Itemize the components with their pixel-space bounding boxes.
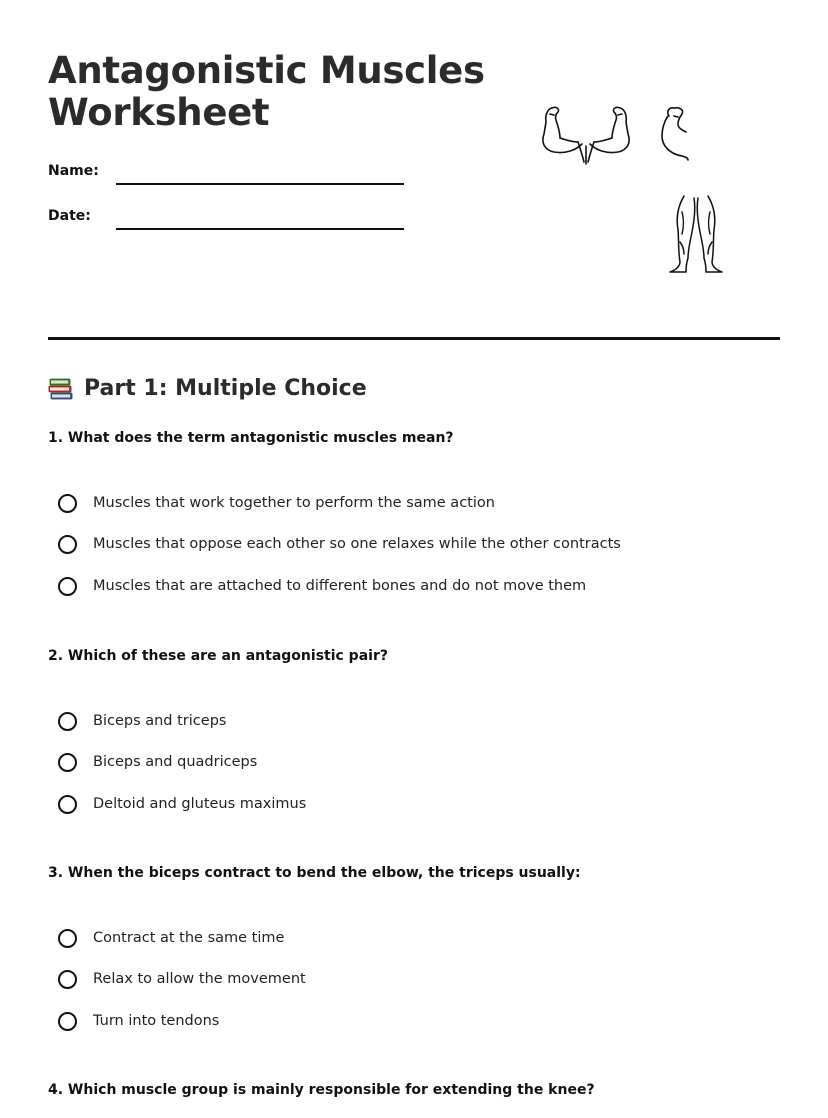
option-label: Relax to allow the movement (93, 971, 306, 987)
name-field (48, 155, 408, 185)
q2-option-1[interactable] (58, 709, 226, 733)
radio-button[interactable] (58, 494, 77, 513)
title-line-2: Worksheet (48, 91, 270, 134)
flexed-arm-icon (656, 104, 692, 162)
books-icon (48, 377, 74, 401)
radio-button[interactable] (58, 577, 77, 596)
option-label: Contract at the same time (93, 930, 285, 946)
radio-button[interactable] (58, 970, 77, 989)
option-label: Biceps and quadriceps (93, 754, 258, 770)
date-input-line[interactable] (116, 228, 404, 230)
date-field (48, 200, 408, 230)
q2-option-2[interactable] (58, 750, 257, 774)
radio-button[interactable] (58, 929, 77, 948)
q1-option-1[interactable] (58, 491, 495, 515)
option-label: Muscles that oppose each other so one relaxes while the other contracts (93, 536, 621, 552)
question-1: 1. What does the term antagonistic muscles mean? (48, 430, 454, 446)
option-label: Biceps and triceps (93, 713, 227, 729)
question-4: 4. Which muscle group is mainly responsible for extending the knee? (48, 1082, 595, 1098)
option-label: Turn into tendons (93, 1013, 220, 1029)
radio-button[interactable] (58, 712, 77, 731)
q2-option-3[interactable] (58, 792, 306, 816)
question-2: 2. Which of these are an antagonistic pair? (48, 648, 388, 664)
q3-option-2[interactable] (58, 967, 306, 991)
name-label: Name: (48, 163, 99, 179)
date-label: Date: (48, 208, 91, 224)
worksheet-title (48, 50, 518, 134)
option-label: Muscles that work together to perform the same action (93, 495, 495, 511)
title-line-1: Antagonistic Muscles (48, 49, 485, 92)
option-label: Muscles that are attached to different bones and do not move them (93, 578, 587, 594)
section-divider (48, 337, 780, 340)
radio-button[interactable] (58, 1012, 77, 1031)
part1-heading (48, 374, 367, 404)
option-label: Deltoid and gluteus maximus (93, 796, 307, 812)
question-3: 3. When the biceps contract to bend the elbow, the triceps usually: (48, 865, 581, 881)
q1-option-2[interactable] (58, 532, 621, 556)
name-input-line[interactable] (116, 183, 404, 185)
q3-option-3[interactable] (58, 1009, 219, 1033)
q3-option-1[interactable] (58, 926, 284, 950)
flexed-arms-torso-icon (538, 102, 634, 168)
radio-button[interactable] (58, 535, 77, 554)
legs-icon (666, 192, 726, 276)
radio-button[interactable] (58, 753, 77, 772)
q1-option-3[interactable] (58, 574, 586, 598)
radio-button[interactable] (58, 795, 77, 814)
part1-title: Part 1: Multiple Choice (84, 376, 367, 401)
